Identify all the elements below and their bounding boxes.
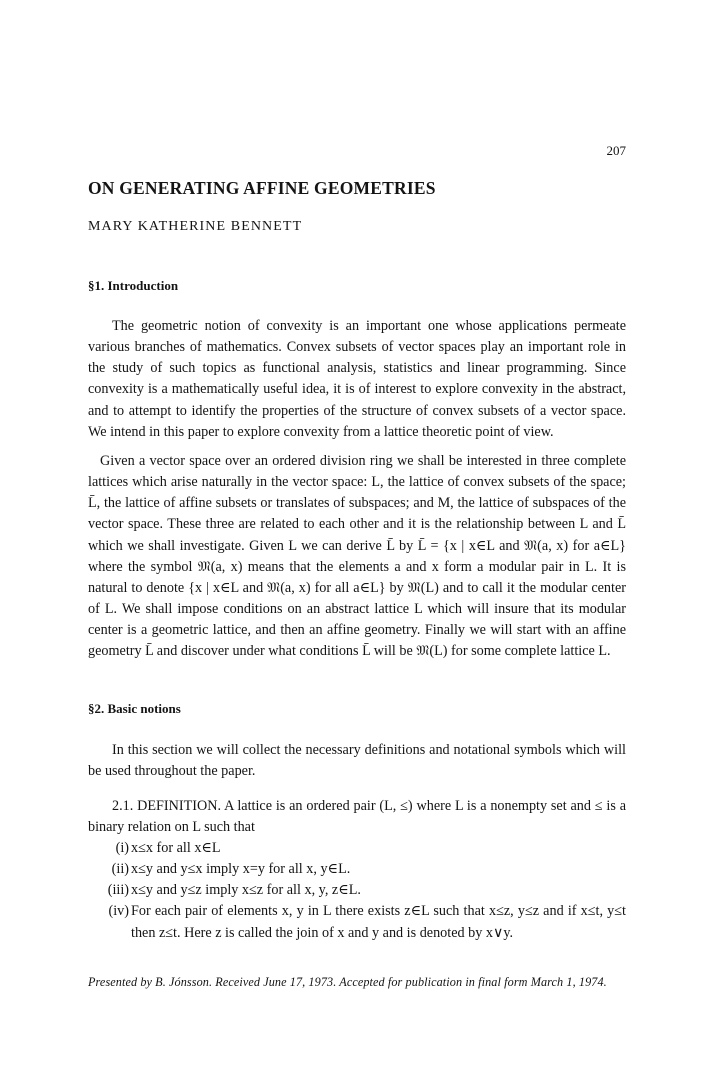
- list-item: [107, 880, 626, 901]
- basic-notions-paragraph: In this section we will collect the necessary definitions and notational symbols which will be used throughout the paper.: [88, 742, 626, 780]
- item-text: x≤y and y≤z imply x≤z for all x, y, z∈L.: [131, 882, 361, 899]
- paper-title: ON GENERATING AFFINE GEOMETRIES: [88, 178, 436, 198]
- section-heading-introduction: §1. Introduction: [88, 278, 179, 293]
- list-item: [107, 859, 626, 880]
- section-heading-basic-notions: §2. Basic notions: [88, 701, 181, 716]
- definition-2-1: 2.1. DEFINITION. A lattice is an ordered pair (L, ≤) where L is a nonempty set and ≤ is a binary relation on L such that: [88, 798, 626, 836]
- author-name: MARY KATHERINE BENNETT: [88, 219, 303, 234]
- item-text: x≤x for all x∈L: [131, 840, 221, 856]
- list-item: [107, 901, 626, 943]
- page-number: 207: [606, 143, 626, 158]
- item-text: x≤y and y≤x imply x=y for all x, y∈L.: [131, 861, 351, 878]
- item-number: (i): [115, 840, 129, 856]
- lattice-axioms-list: [107, 838, 626, 944]
- publication-footnote: Presented by B. Jónsson. Received June 17, 1973. Accepted for publication in final form March 1, 1974.: [88, 975, 607, 989]
- intro-paragraph-1: The geometric notion of convexity is an important one whose applications permeate various branches of mathematics. Convex subsets of vector spaces play an important role in the study of such topics as functional analysis, statistics and linear programming. Since convexity is a mathematically useful idea, it is of interest to explore convexity in the abstract, and to attempt to identify the properties of the structure of convex subsets of a vector space. We intend in this paper to explore convexity from a lattice theoretic point of view.: [88, 318, 626, 440]
- list-item: [107, 838, 626, 859]
- item-number: (iv): [108, 903, 129, 920]
- item-number: (ii): [111, 861, 129, 878]
- intro-paragraph-2: Given a vector space over an ordered division ring we shall be interested in three complete lattices which arise naturally in the vector space: L, the lattice of convex subsets of the space; L̄, the lattice of affine subsets or translates of subspaces; and M, the lattice of subspaces of the vector space. These three are related to each other and it is the relationship between L and L̄ which we shall investigate. Given L we can derive L̄ by L̄ = {x | x∈L and 𝔐(a, x) for a∈L} where the symbol 𝔐(a, x) means that the elements a and x form a modular pair in L. It is natural to denote {x | x∈L and 𝔐(a, x) for all a∈L} by 𝔐(L) and to call it the modular center of L. We shall impose conditions on an abstract lattice L which will insure that its modular center is a geometric lattice, and then an affine geometry. Finally we will start with an affine geometry L̄ and discover under what conditions L̄ will be 𝔐(L) for some complete lattice L.: [88, 453, 626, 660]
- item-text: For each pair of elements x, y in L there exists z∈L such that x≤z, y≤z and if x≤t, y≤t then z≤t. Here z is called the join of x and y and is denoted by x∨y.: [131, 903, 626, 941]
- item-number: (iii): [107, 882, 129, 899]
